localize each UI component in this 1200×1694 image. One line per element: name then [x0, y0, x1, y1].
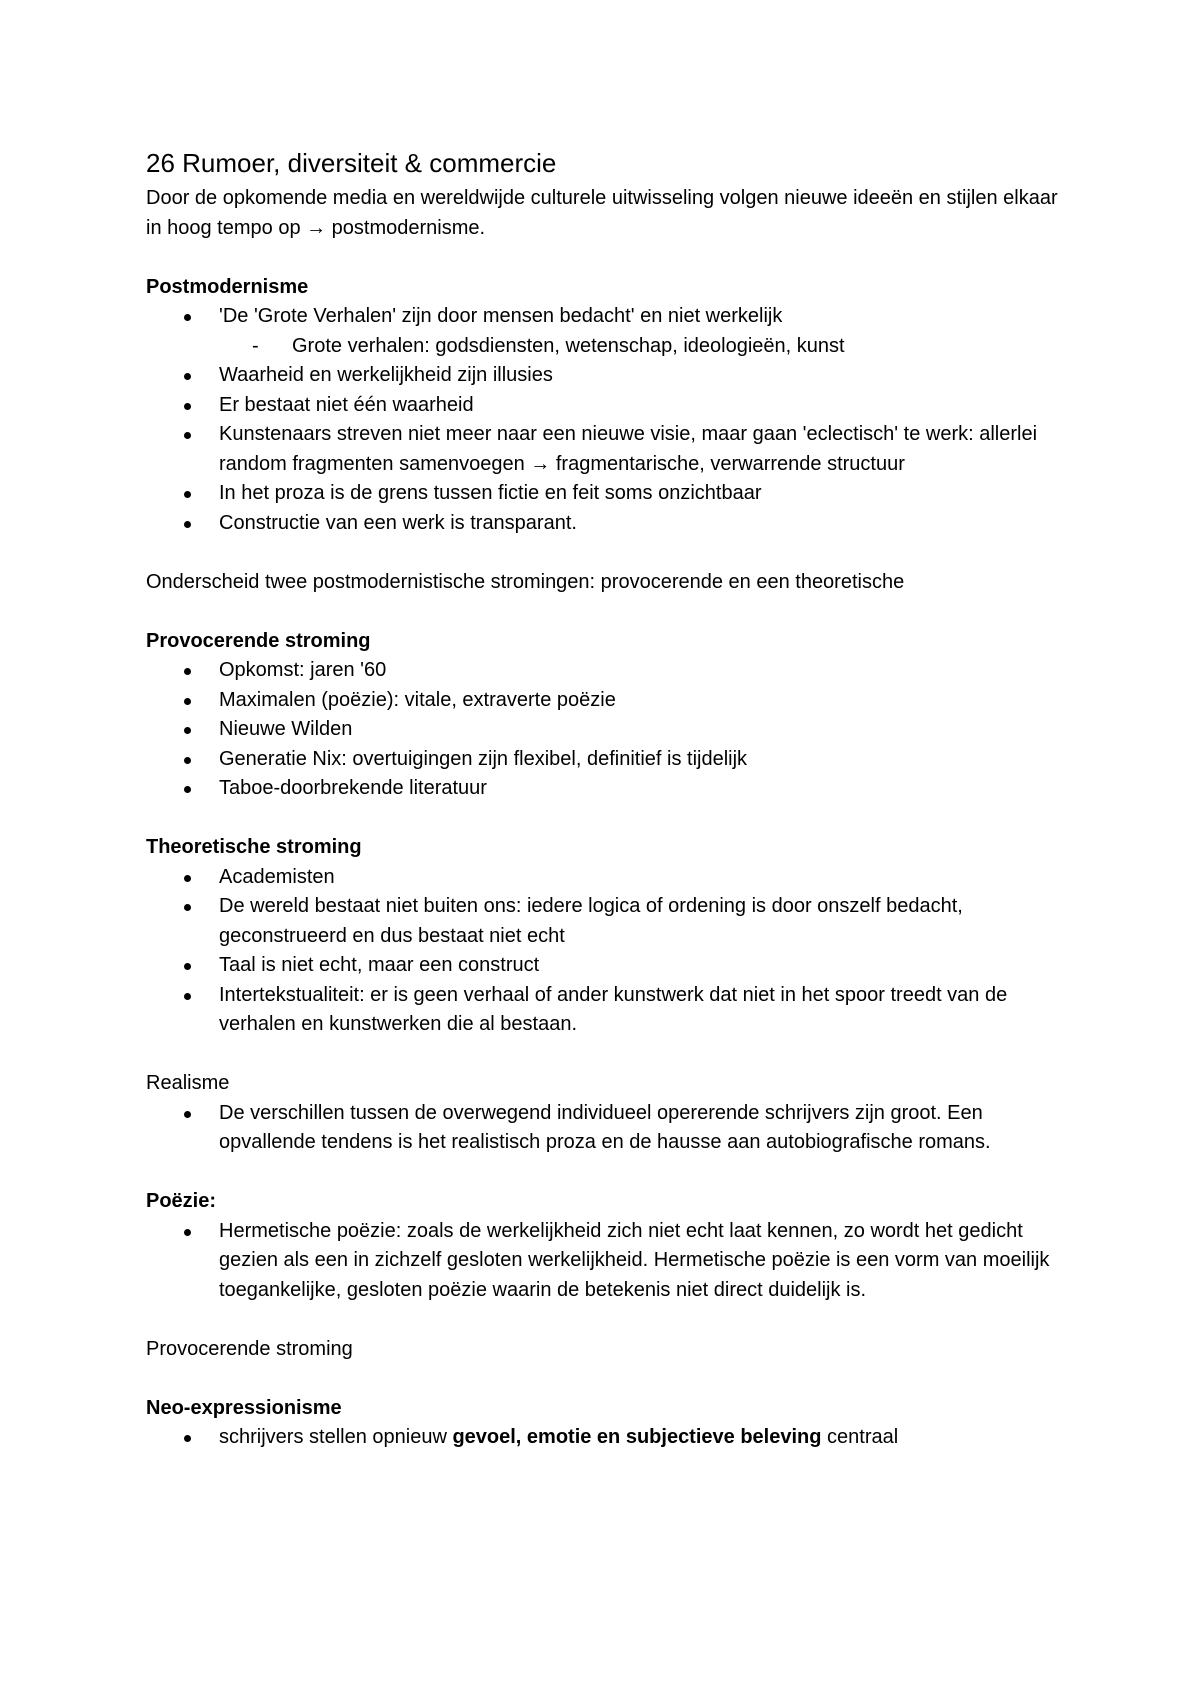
neo-item-start: schrijvers stellen opnieuw	[219, 1426, 453, 1448]
list-item: Academisten	[146, 863, 1066, 893]
list-item: Nieuwe Wilden	[146, 715, 1066, 745]
realisme-list	[146, 1099, 1066, 1158]
onderscheid-paragraph: Onderscheid twee postmodernistische stromingen: provocerende en een theoretische	[146, 570, 905, 593]
heading-provocerende-stroming: Provocerende stroming	[146, 629, 371, 652]
document-content	[146, 146, 1066, 1453]
neo-item-bold: gevoel, emotie en subjectieve beleving	[452, 1426, 822, 1448]
list-item: Hermetische poëzie: zoals de werkelijkheid zich niet echt laat kennen, zo wordt het gedicht gezien als een in zichzelf gesloten werkelijkheid. Hermetische poëzie is een vorm van moeilijk toegankelijke, gesloten poëzie waarin de betekenis niet direct duidelijk is.	[146, 1217, 1066, 1306]
list-item: Waarheid en werkelijkheid zijn illusies	[146, 361, 1066, 391]
list-item: Opkomst: jaren '60	[146, 656, 1066, 686]
list-item: Taal is niet echt, maar een construct	[146, 951, 1066, 981]
list-item: In het proza is de grens tussen fictie en feit soms onzichtbaar	[146, 479, 1066, 509]
list-item: Constructie van een werk is transparant.	[146, 509, 1066, 539]
list-item: De wereld bestaat niet buiten ons: iedere logica of ordening is door onszelf bedacht, geconstrueerd en dus bestaat niet echt	[146, 892, 1066, 951]
postmodernisme-list	[146, 302, 1066, 332]
list-item: Generatie Nix: overtuigingen zijn flexibel, definitief is tijdelijk	[146, 745, 1066, 775]
list-item: Kunstenaars streven niet meer naar een nieuwe visie, maar gaan 'eclectisch' te werk: allerlei random fragmenten samenvoegen → fragmentarische, verwarrende structuur	[146, 420, 1066, 479]
realisme-label: Realisme	[146, 1072, 230, 1094]
poezie-list	[146, 1217, 1066, 1306]
provocerende-stroming-label: Provocerende stroming	[146, 1337, 353, 1360]
neo-list	[146, 1423, 1066, 1453]
list-item: Maximalen (poëzie): vitale, extraverte poëzie	[146, 686, 1066, 716]
list-item: 'De 'Grote Verhalen' zijn door mensen bedacht' en niet werkelijk	[146, 302, 1066, 332]
heading-postmodernisme: Postmodernisme	[146, 275, 309, 298]
sub-list-item: - Grote verhalen: godsdiensten, wetenschap, ideologieën, kunst	[146, 332, 1066, 362]
neo-item-end: centraal	[821, 1426, 899, 1448]
intro-paragraph: Door de opkomende media en wereldwijde culturele uitwisseling volgen nieuwe ideeën en stijlen elkaar in hoog tempo op → postmodernisme.	[146, 187, 1058, 239]
list-item: Intertekstualiteit: er is geen verhaal of ander kunstwerk dat niet in het spoor treedt van de verhalen en kunstwerken die al bestaan.	[146, 981, 1066, 1040]
document-title: 26 Rumoer, diversiteit & commercie	[146, 148, 557, 178]
list-item: Er bestaat niet één waarheid	[146, 391, 1066, 421]
provocerende-list	[146, 656, 1066, 804]
heading-theoretische-stroming: Theoretische stroming	[146, 836, 362, 858]
theoretische-list	[146, 863, 1066, 1040]
postmodernisme-list-continued	[146, 361, 1066, 538]
heading-poezie: Poëzie:	[146, 1190, 217, 1212]
postmodernisme-sublist	[146, 332, 1066, 362]
heading-neo-expressionisme: Neo-expressionisme	[146, 1396, 342, 1419]
list-item: Taboe-doorbrekende literatuur	[146, 774, 1066, 804]
list-item: De verschillen tussen de overwegend individueel opererende schrijvers zijn groot. Een opvallende tendens is het realistisch proza en de hausse aan autobiografische romans.	[146, 1099, 1066, 1158]
list-item	[146, 1423, 1066, 1453]
